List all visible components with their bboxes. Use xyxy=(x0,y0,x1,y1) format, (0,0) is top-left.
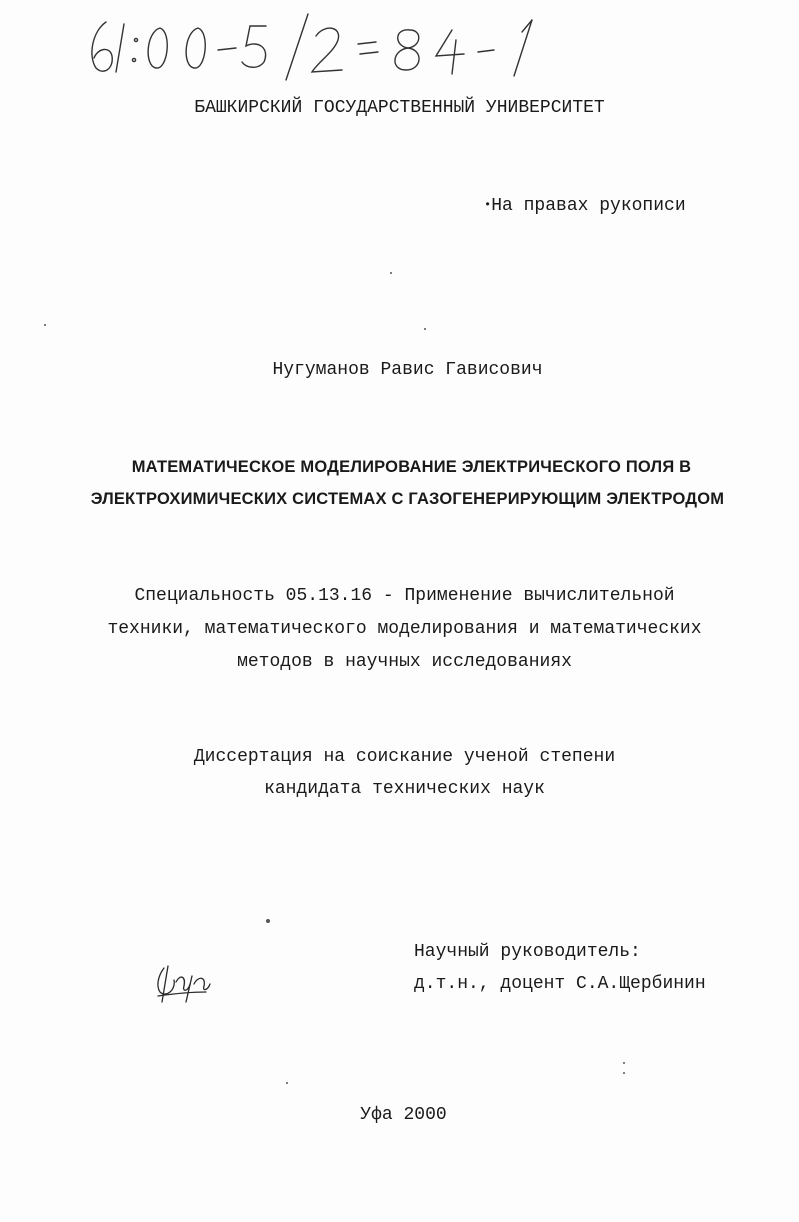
scan-speck xyxy=(424,328,426,330)
title-line-1: МАТЕМАТИЧЕСКОЕ МОДЕЛИРОВАНИЕ ЭЛЕКТРИЧЕСКОГО ПОЛЯ В xyxy=(131,458,692,476)
rights-note-text: На правах рукописи xyxy=(491,196,686,216)
city-year: Уфа 2000 xyxy=(360,1105,447,1125)
university-name: БАШКИРСКИЙ ГОСУДАРСТВЕННЫЙ УНИВЕРСИТЕТ xyxy=(194,98,605,118)
scan-speck xyxy=(44,324,46,326)
bullet-mark-icon: • xyxy=(484,198,492,212)
specialty-line-1: Специальность 05.13.16 - Применение вычислительной xyxy=(134,586,675,606)
scan-speck xyxy=(623,1062,625,1064)
scan-speck xyxy=(286,1082,288,1084)
scan-speck xyxy=(623,1072,625,1074)
author-name: Нугуманов Равис Гависович xyxy=(272,360,543,380)
degree-line-2: кандидата технических наук xyxy=(264,779,545,799)
title-line-2: ЭЛЕКТРОХИМИЧЕСКИХ СИСТЕМАХ С ГАЗОГЕНЕРИРУЮЩИМ ЭЛЕКТРОДОМ xyxy=(90,490,725,508)
supervisor-name: д.т.н., доцент С.А.Щербинин xyxy=(414,974,706,994)
rights-note xyxy=(484,196,686,216)
handwritten-archive-code xyxy=(80,10,680,90)
supervisor-label: Научный руководитель: xyxy=(414,942,641,962)
specialty-line-3: методов в научных исследованиях xyxy=(237,652,572,672)
signature xyxy=(150,962,220,1008)
degree-line-1: Диссертация на соискание ученой степени xyxy=(193,747,616,767)
scan-speck xyxy=(390,272,392,274)
scan-speck xyxy=(266,919,270,923)
specialty-line-2: техники, математического моделирования и математических xyxy=(107,619,702,639)
